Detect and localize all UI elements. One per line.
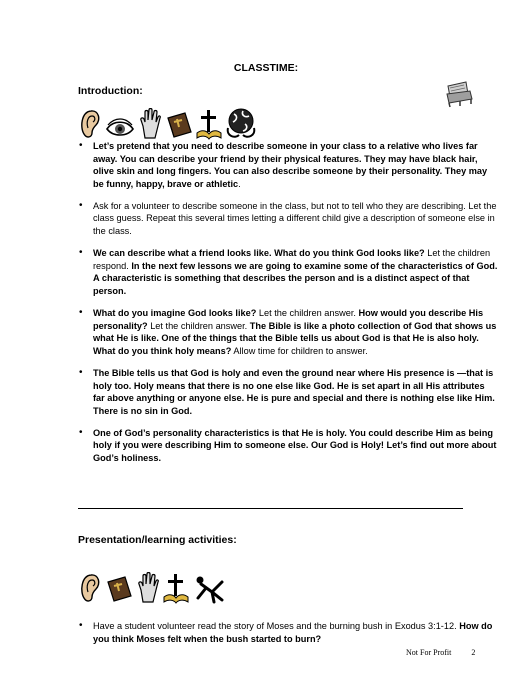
presentation-icon-row [78, 572, 226, 604]
text-run: How would you describe His personality? [93, 308, 484, 331]
text-run: What do you imagine God looks like? [93, 308, 257, 319]
presentation-heading: Presentation/learning activities: [78, 534, 237, 546]
section-divider [78, 508, 463, 509]
list-item [78, 367, 498, 417]
page-number: 2 [471, 648, 476, 657]
footer-note: Not For Profit [406, 648, 452, 657]
list-item [78, 307, 498, 357]
list-item [78, 620, 498, 645]
hand-icon [136, 572, 160, 604]
ear-icon [78, 108, 102, 140]
text-run: Ask for a volunteer to describe someone in the class, but not to tell who they are describing. Let the class guess. Repeat this several times letting a different child give a description of someone else in the class. [93, 200, 497, 237]
ear-icon [78, 572, 102, 604]
text-run: The Bible tells us that God is holy and even the ground near where His presence is —that is holy too. Holy means that there is no one else like God. He is set apart in all His attributes far above anything or anyone else. He is pure and special and there is nothing else like Him. There is no sin in God. [93, 367, 495, 416]
text-run: We can describe what a friend looks like. What do you think God looks like? [93, 248, 425, 259]
list-item [78, 140, 498, 190]
bible-icon [165, 110, 193, 140]
text-run: One of God’s personality characteristics is that He is holy. You could describe Him as being holy if you were describing Him to someone else. Our God is Holy! Let’s find out more about God’s holiness. [93, 427, 497, 463]
text-run: In the next few lessons we are going to examine some of the characteristics of God. A characteristic is something that describes the person and is a distinct aspect of that person. [93, 260, 498, 296]
text-run: Have a student volunteer read the story of Moses and the burning bush in Exodus 3:1-12. [93, 621, 460, 631]
hand-icon [138, 108, 162, 140]
page-title: CLASSTIME: [233, 62, 299, 74]
eye-icon [105, 118, 135, 140]
text-run: The Bible is like a photo collection of God that shows us what He is like. One of the things that the Bible tells us about God is that He is also holy. What do you think holy means? [93, 320, 497, 356]
intro-icon-row [78, 106, 257, 140]
introduction-bullet-list [78, 140, 498, 474]
globe-hands-icon [225, 106, 257, 140]
text-run: Allow time for children to answer. [231, 345, 368, 356]
cross-bible-icon [163, 572, 189, 604]
list-item [78, 200, 498, 238]
page-footer [406, 648, 475, 657]
text-run: Let’s pretend that you need to describe someone in your class to a relative who lives far away. You can describe your friend by their physical features. They may have black hair, olive skin and long fingers. You can also describe someone by their personality. They may be funny, happy, brave or athletic [93, 141, 488, 189]
text-run: Let the children answer. [147, 320, 250, 331]
bible-icon [105, 574, 133, 604]
text-run: How do you think Moses felt when the bush started to burn? [93, 621, 493, 644]
text-run: Let the children respond. [93, 248, 491, 271]
armchair-icon [444, 80, 474, 113]
text-run: . [238, 178, 241, 189]
list-item [78, 247, 498, 297]
stretching-person-icon [192, 574, 226, 604]
list-item [78, 427, 498, 465]
introduction-heading: Introduction: [78, 85, 143, 97]
text-run: Let the children answer. [256, 308, 359, 319]
cross-bible-icon [196, 108, 222, 140]
